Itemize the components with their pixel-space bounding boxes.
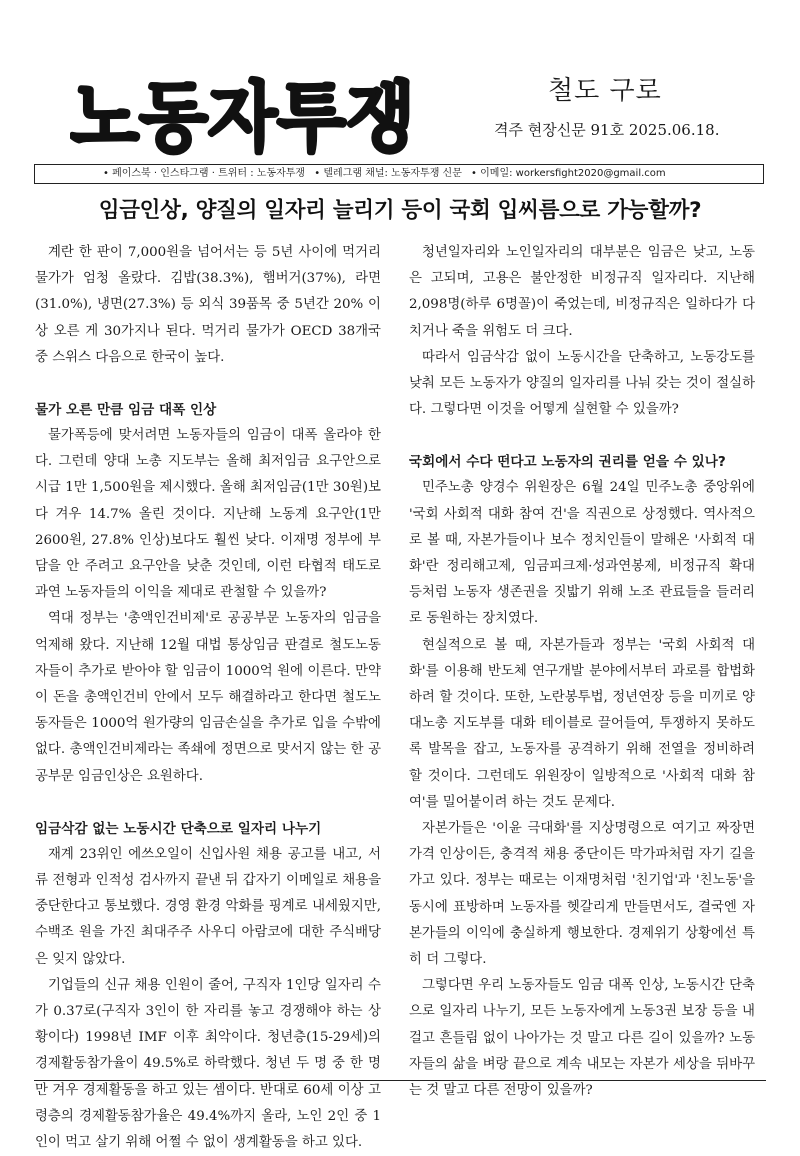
article-paragraph: 자본가들은 '이윤 극대화'를 지상명령으로 여기고 짜장면 가격 인상이든, 충격적 채용 중단이든 막가파처럼 자기 길을 가고 있다. 정부는 때로는 이재명처럼 '친기업'과 '친노동'을 동시에 표방하며 노동자를 헷갈리게 만들면서도, 결국엔 자본가들의 이익에 충실하게 행보한다. 경제위기 상황에선 특히 더 그렇다. xyxy=(409,821,755,968)
article-paragraph: 민주노총 양경수 위원장은 6월 24일 민주노총 중앙위에 '국회 사회적 대화 참여 건'을 직권으로 상정했다. 역사적으로 볼 때, 자본가들이나 보수 정치인들이 말해온 '사회적 대화'란 정리해고제, 임금피크제·성과연봉제, 비정규직 확대 등처럼 노동자 생존권을 짓밟기 위해 노조 관료들을 들러리로 동원하는 장치였다. xyxy=(409,480,755,627)
headline: 임금인상, 양질의 일자리 늘리기 등이 국회 입씨름으로 가능할까? xyxy=(98,198,702,223)
article-paragraph: 역대 정부는 '총액인건비제'로 공공부문 노동자의 임금을 억제해 왔다. 지난해 12월 대법 통상임금 판결로 철도노동자들이 추가로 받아야 할 임금이 1000억 원에 이른다. 만약 이 돈을 총액인건비 안에서 모두 해결하라고 한다면 철도노동자들은 1000억 원가량의 임금손실을 추가로 입을 수밖에 없다. 총액인건비제라는 족쇄에 정면으로 맞서지 않는 한 공공부문 임금인상은 요원하다. xyxy=(35,611,381,784)
footer-rule xyxy=(34,1080,766,1081)
article-paragraph: 그렇다면 우리 노동자들도 임금 대폭 인상, 노동시간 단축으로 일자리 나누기, 모든 노동자에게 노동3권 보장 등을 내걸고 흔들림 없이 나아가는 것 말고 다른 길이 있을까? 노동자들의 삶을 벼랑 끝으로 계속 내모는 자본가 세상을 뒤바꾸는 것 말고 다른 전망이 있을까? xyxy=(409,978,755,1099)
masthead-logo xyxy=(70,58,420,158)
column-left xyxy=(35,240,381,1156)
section-heading: 임금삭감 없는 노동시간 단축으로 일자리 나누기 xyxy=(35,820,322,837)
masthead-logo-text: 노동자투쟁 xyxy=(70,73,415,158)
article-paragraph: 물가폭등에 맞서려면 노동자들의 임금이 대폭 올라야 한다. 그런데 양대 노총 지도부는 올해 최저임금 요구안으로 시급 1만 1,500원을 제시했다. 올해 최저임금(1만 30원)보다 겨우 14.7% 올린 것이다. 지난해 노동계 요구안(1만 2600원, 27.8% 인상)보다도 훨씬 낮다. 이재명 정부에 부담을 안 주려고 요구안을 낮춘 것인데, 이런 타협적 태도로 과연 노동자들의 이익을 제대로 관철할 수 있을까? xyxy=(35,428,381,601)
article-paragraph: 현실적으로 볼 때, 자본가들과 정부는 '국회 사회적 대화'를 이용해 반도체 연구개발 분야에서부터 과로를 합법화하려 할 것이다. 또한, 노란봉투법, 정년연장 등을 미끼로 양대노총 지도부를 대화 테이블로 끌어들여, 투쟁하지 못하도록 발목을 잡고, 노동자를 공격하기 위해 전열을 정비하려 할 것이다. 그런데도 위원장이 일방적으로 '사회적 대화 참여'를 밀어붙이려 하는 것도 문제다. xyxy=(409,637,755,810)
contact-bar xyxy=(34,164,764,184)
article-paragraph: 재계 23위인 에쓰오일이 신입사원 채용 공고를 내고, 서류 전형과 인적성 검사까지 끝낸 뒤 갑자기 이메일로 채용을 중단한다고 통보했다. 경영 환경 악화를 핑계로 내세웠지만, 수백조 원을 가진 최대주주 사우디 아람코에 대한 주식배당은 잊지 않았다. xyxy=(35,846,381,967)
article-paragraph: 기업들의 신규 채용 인원이 줄어, 구직자 1인당 일자리 수가 0.37로(구직자 3인이 한 자리를 놓고 경쟁해야 하는 상황이다) 1998년 IMF 이후 최악이다. 청년층(15-29세)의 경제활동참가율이 49.5%로 하락했다. 청년 두 명 중 한 명만 겨우 경제활동을 하고 있는 셈이다. 반대로 60세 이상 고령층의 경제활동참가율은 49.4%까지 올라, 노인 2인 중 1인이 먹고 살기 위해 어쩔 수 없이 생계활동을 하고 있다. xyxy=(35,977,381,1151)
column-right xyxy=(409,240,755,1104)
edition-name: 철도 구로 xyxy=(548,76,662,106)
issue-info: 격주 현장신문 91호 2025.06.18. xyxy=(494,121,720,139)
section-heading: 물가 오른 만큼 임금 대폭 인상 xyxy=(35,402,217,419)
masthead-logo-graphic xyxy=(70,58,420,158)
article-paragraph: 청년일자리와 노인일자리의 대부분은 임금은 낮고, 노동은 고되며, 고용은 불안정한 비정규직 일자리다. 지난해 2,098명(하루 6명꼴)이 죽었는데, 비정규직은 일하다가 다치거나 죽을 위험도 더 크다. xyxy=(409,245,755,339)
section-heading: 국회에서 수다 떤다고 노동자의 권리를 얻을 수 있나? xyxy=(409,454,726,471)
article-paragraph: 따라서 임금삭감 없이 노동시간을 단축하고, 노동강도를 낮춰 모든 노동자가 양질의 일자리를 나눠 갖는 것이 절실하다. 그렇다면 이것을 어떻게 실현할 수 있을까? xyxy=(409,349,755,418)
contact-social: • 페이스북 · 인스타그램 · 트위터 : 노동자투쟁 xyxy=(103,168,306,179)
article-paragraph: 계란 한 판이 7,000원을 넘어서는 등 5년 사이에 먹거리 물가가 엄청 올랐다. 김밥(38.3%), 햄버거(37%), 라면(31.0%), 냉면(27.3%) 등 외식 39품목 중 5년간 20% 이상 오른 게 30가지나 된다. 먹거리 물가가 OECD 38개국 중 스위스 다음으로 한국이 높다. xyxy=(35,245,381,365)
contact-email: • 이메일: workersfight2020@gmail.com xyxy=(471,168,666,179)
contact-telegram: • 텔레그램 채널: 노동자투쟁 신문 xyxy=(314,168,462,179)
